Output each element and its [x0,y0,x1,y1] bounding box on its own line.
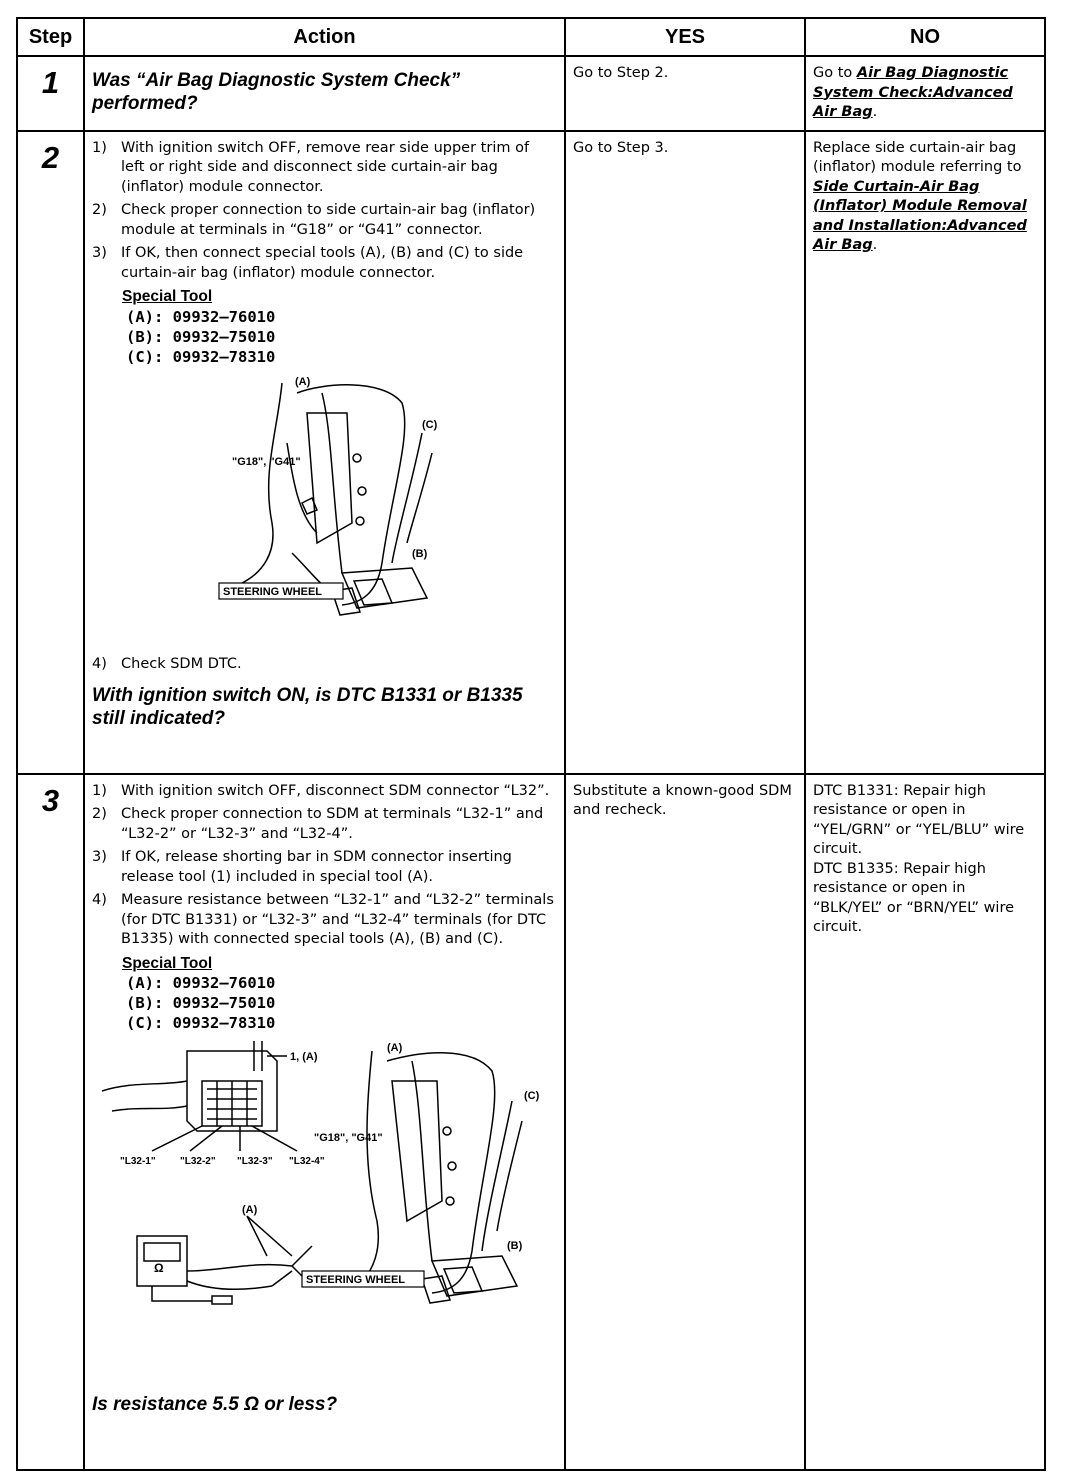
step-1-number-cell [17,56,84,131]
list-item: 1) With ignition switch OFF, remove rear side upper trim of left or right side and disconnect side curtain-air bag (inflator) module connector. [92,139,530,195]
list-item: 3) If OK, release shorting bar in SDM connector inserting release tool (1) included in special tool (A). [92,849,512,885]
step-1-no-cell [805,56,1045,131]
header-step: Step [17,18,84,56]
step-2-row [17,131,1045,774]
tool-item: (B): 09932–75010 [126,327,276,346]
label-l32-4: "L32-4" [289,1156,325,1167]
step-3-measurement-illustration [92,1041,552,1381]
list-item: 2) Check proper connection to SDM at terminals “L32-1” and “L32-2” or “L32-3” and “L32-4”. [92,806,544,842]
step-1-yes: Go to Step 2. [573,65,669,81]
label-c-curtain: (C) [524,1090,540,1102]
step-2-tool-heading: Special Tool [122,288,213,305]
step-1-question: Was “Air Bag Diagnostic System Check” performed? [92,70,461,114]
step-1-row [17,56,1045,131]
step-3-no [806,775,1044,945]
sdm-connector-drawing [102,1041,297,1151]
step-2-number-cell [17,131,84,774]
step-3-tool-list [126,973,557,1033]
step-1-no-suffix: . [872,104,878,120]
list-item: 2) Check proper connection to side curtain-air bag (inflator) module at terminals in “G18” or “G41” connector. [92,202,536,238]
step-2-number: 2 [41,139,60,175]
step-3-number-cell [17,774,84,1470]
step-2-question: With ignition switch ON, is DTC B1331 or B1335 still indicated? [92,685,523,729]
label-l32-3: "L32-3" [237,1156,273,1167]
step-2-wiring-illustration [92,373,552,645]
step-2-yes: Go to Step 3. [573,139,669,156]
step-3-tool-heading: Special Tool [122,954,213,972]
header-yes: YES [565,18,805,56]
ohmmeter-drawing [137,1216,312,1304]
diagnostic-table [16,17,1046,1471]
label-connector-curtain: "G18", "G41" [314,1132,383,1144]
step-1-action-cell [84,56,565,131]
label-a-curtain: (A) [387,1042,403,1054]
step-3-row [17,774,1045,1470]
header-no: NO [805,18,1045,56]
step-2-yes-cell [565,131,805,774]
label-steering-wheel-curtain: STEERING WHEEL [306,1274,406,1286]
list-item: 3) If OK, then connect special tools (A), (B) and (C) to side curtain-air bag (inflator) module connector. [92,245,524,281]
step-3-no-line: DTC B1335: Repair high resistance or open in “BLK/YEL” or “BRN/YEL” wire circuit. [813,860,1015,935]
step-3-yes-cell [565,774,805,1470]
curtain-wiring-drawing [362,1051,522,1303]
step-2-no [806,132,1044,263]
label-b: (B) [412,547,428,560]
step-2-no-suffix: . [872,237,878,253]
list-item: 4) Check SDM DTC. [92,655,242,672]
tool-item: (A): 09932–76010 [126,974,276,992]
tool-item: (B): 09932–75010 [126,994,276,1012]
label-steering-wheel: STEERING WHEEL [223,585,323,598]
step-2-action [85,132,564,738]
header-row [17,18,1045,56]
list-item: 1) With ignition switch OFF, disconnect SDM connector “L32”. [92,782,550,799]
label-a-meter: (A) [242,1204,258,1216]
step-1-yes-cell [565,56,805,131]
step-2-action-cell [84,131,565,774]
header-action: Action [84,18,565,56]
label-b-curtain: (B) [507,1240,523,1252]
step-1-no-link[interactable]: Air Bag Diagnostic System Check:Advanced Air Bag [813,65,1013,120]
label-a: (A) [295,375,311,388]
label-c: (C) [422,418,438,431]
tool-item: (C): 09932–78310 [126,347,276,366]
step-2-tool-list [126,307,557,367]
label-connector: "G18", "G41" [232,455,301,468]
tool-item: (C): 09932–78310 [126,1014,276,1032]
step-3-action [85,775,564,1424]
step-2-no-link[interactable]: Side Curtain-Air Bag (Inflator) Module Removal and Installation:Advanced Air Bag [813,178,1027,253]
step-1-no-prefix: Go to [813,65,857,81]
ohm-symbol: Ω [154,1261,164,1275]
step-1-number: 1 [41,65,60,100]
step-3-no-cell [805,774,1045,1470]
tool-item: (A): 09932–76010 [126,307,276,326]
step-2-items [92,139,557,284]
list-item: 4) Measure resistance between “L32-1” and “L32-2” terminals (for DTC B1331) or “L32-3” and “L32-4” terminals (for DTC B1335) with connected special tools (A), (B) and (C). [92,892,554,947]
step-3-question: Is resistance 5.5 Ω or less? [92,1394,338,1415]
step-3-action-cell [84,774,565,1470]
label-l32-2: "L32-2" [180,1156,216,1167]
step-2-no-cell [805,131,1045,774]
label-l32-1: "L32-1" [120,1156,156,1167]
step-3-no-line: DTC B1331: Repair high resistance or open in “YEL/GRN” or “YEL/BLU” wire circuit. [813,782,1025,857]
step-3-yes: Substitute a known-good SDM and recheck. [573,782,792,818]
step-3-number: 3 [41,782,60,818]
step-2-no-prefix: Replace side curtain-air bag (inflator) module referring to [813,139,1022,175]
label-release-tool: 1, (A) [290,1051,318,1063]
step-1-no [806,57,1044,130]
step-3-items [92,782,557,950]
step-2-item-4 [92,655,557,675]
